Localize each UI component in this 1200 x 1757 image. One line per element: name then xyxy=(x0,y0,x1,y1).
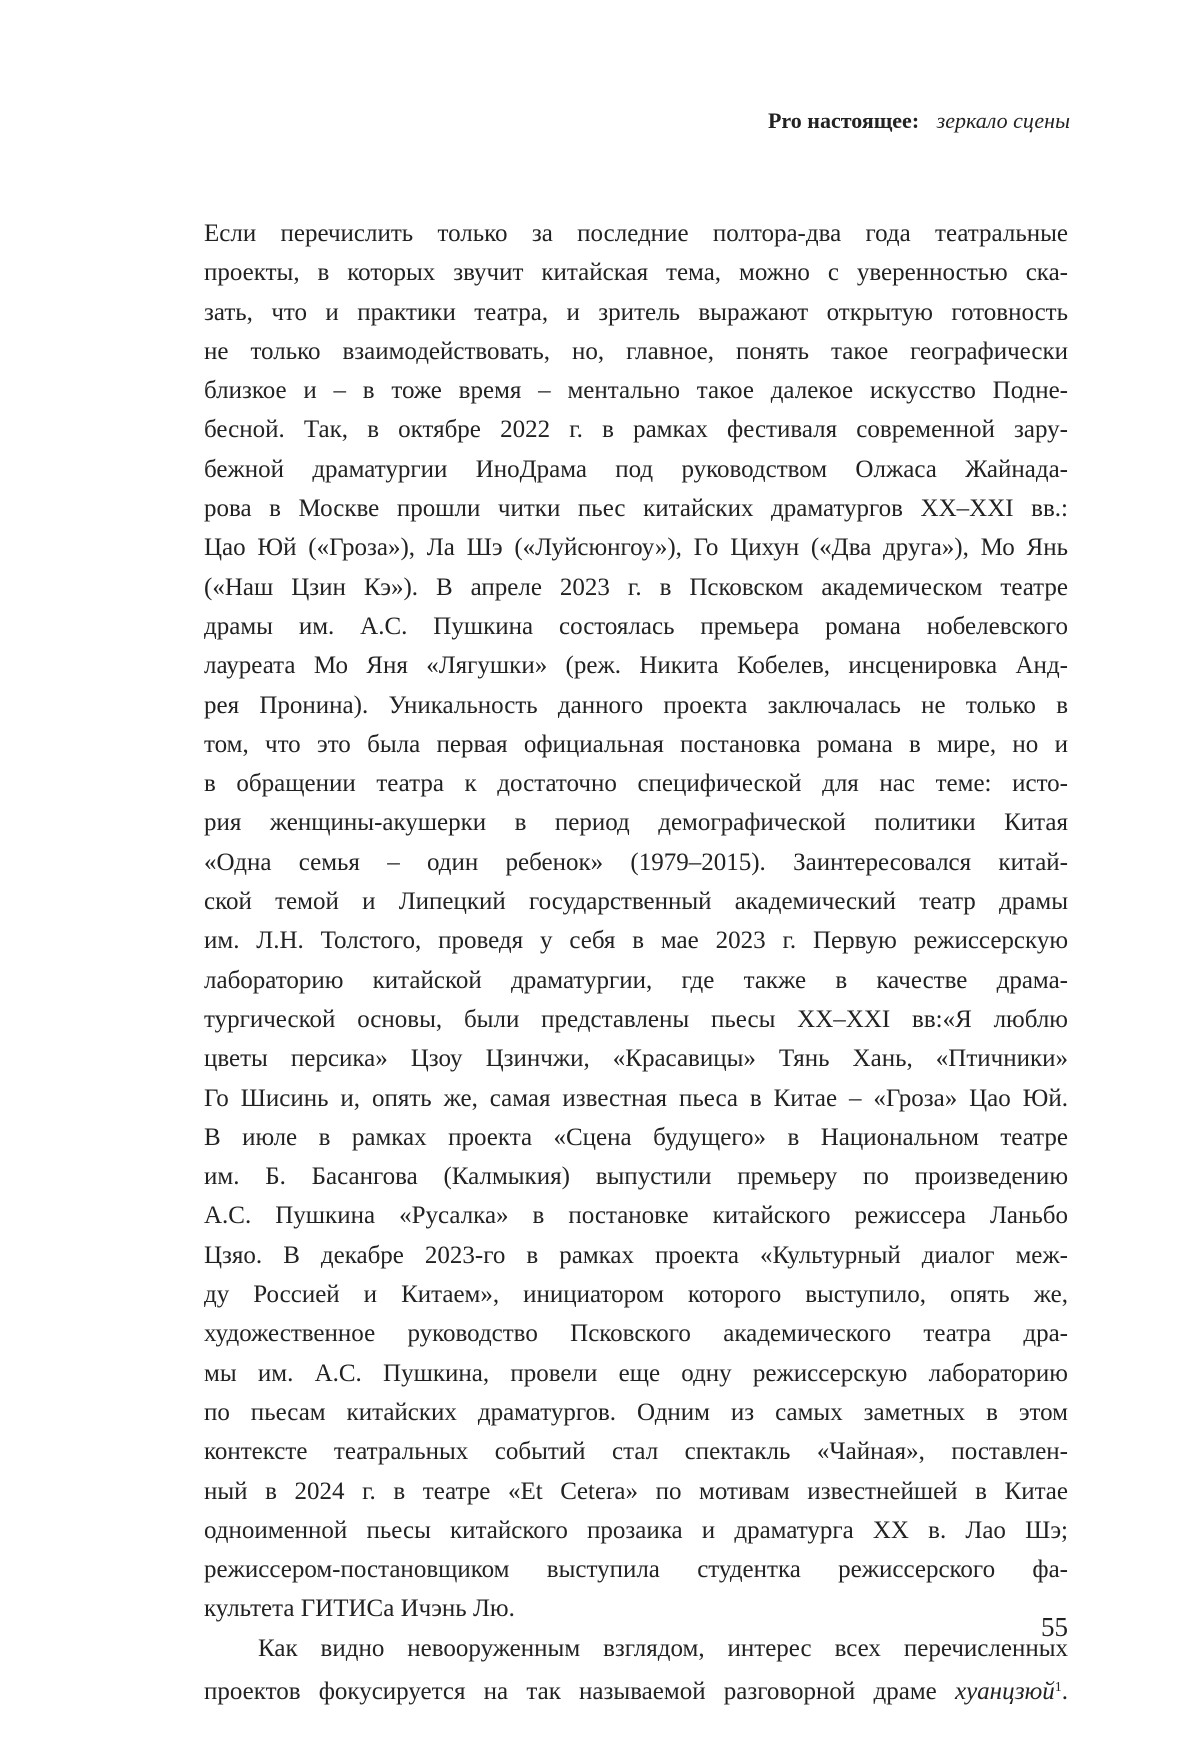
text-line: контексте театральных событий стал спектакль «Чайная», поставлен- xyxy=(204,1432,1068,1471)
text-line: ный в 2024 г. в театре «Et Cetera» по мотивам известнейшей в Китае xyxy=(204,1472,1068,1511)
text-line: Цзяо. В декабре 2023-го в рамках проекта «Культурный диалог меж- xyxy=(204,1236,1068,1275)
text-line xyxy=(204,1668,1068,1707)
text-line: («Наш Цзин Кэ»). В апреле 2023 г. в Псковском академическом театре xyxy=(204,568,1068,607)
text-line: режиссером-постановщиком выступила студентка режиссерского фа- xyxy=(204,1550,1068,1589)
text-line: одноименной пьесы китайского прозаика и драматурга XX в. Лао Шэ; xyxy=(204,1511,1068,1550)
footnote-marker[interactable]: 1 xyxy=(1055,1680,1062,1695)
running-header-title: Pro настоящее: xyxy=(768,108,919,133)
text-line: проекты, в которых звучит китайская тема, можно с уверенностью ска- xyxy=(204,253,1068,292)
text-line: рия женщины-акушерки в период демографической политики Китая xyxy=(204,803,1068,842)
text-line: том, что это была первая официальная постановка романа в мире, но и xyxy=(204,725,1068,764)
text-line: Если перечислить только за последние полтора-два года театральные xyxy=(204,214,1068,253)
text-line: по пьесам китайских драматургов. Одним из самых заметных в этом xyxy=(204,1393,1068,1432)
text-line: им. Л.Н. Толстого, проведя у себя в мае 2023 г. Первую режиссерскую xyxy=(204,921,1068,960)
italic-term: хуанцзюй xyxy=(955,1678,1055,1705)
text-line: ской темой и Липецкий государственный академический театр драмы xyxy=(204,882,1068,921)
text-line: А.С. Пушкина «Русалка» в постановке китайского режиссера Ланьбо xyxy=(204,1196,1068,1235)
text-line: зать, что и практики театра, и зритель выражают открытую готовность xyxy=(204,293,1068,332)
text-line: не только взаимодействовать, но, главное, понять такое географически xyxy=(204,332,1068,371)
text-line: бесной. Так, в октябре 2022 г. в рамках фестиваля современной зару- xyxy=(204,410,1068,449)
body-text xyxy=(204,214,1068,1668)
text-line: бежной драматургии ИноДрама под руководством Олжаса Жайнада- xyxy=(204,450,1068,489)
text-line: ду Россией и Китаем», инициатором которого выступило, опять же, xyxy=(204,1275,1068,1314)
text-line: мы им. А.С. Пушкина, провели еще одну режиссерскую лабораторию xyxy=(204,1354,1068,1393)
text-line: в обращении театра к достаточно специфической для нас теме: исто- xyxy=(204,764,1068,803)
text-line: им. Б. Басангова (Калмыкия) выпустили премьеру по произведению xyxy=(204,1157,1068,1196)
text-line: художественное руководство Псковского академического театра дра- xyxy=(204,1314,1068,1353)
text-line: «Одна семья – один ребенок» (1979–2015). Заинтересовался китай- xyxy=(204,843,1068,882)
page-number: 55 xyxy=(1041,1612,1068,1643)
text-line: лауреата Мо Яня «Лягушки» (реж. Никита Кобелев, инсценировка Анд- xyxy=(204,646,1068,685)
text-line: лабораторию китайской драматургии, где также в качестве драма- xyxy=(204,961,1068,1000)
final-line-text: проектов фокусируется на так называемой разговорной драме xyxy=(204,1678,937,1705)
text-line: Го Шисинь и, опять же, самая известная пьеса в Китае – «Гроза» Цао Юй. xyxy=(204,1079,1068,1118)
running-header-subtitle: зеркало сцены xyxy=(937,108,1070,133)
text-line: В июле в рамках проекта «Сцена будущего» в Национальном театре xyxy=(204,1118,1068,1157)
text-line: Цао Юй («Гроза»), Ла Шэ («Луйсюнгоу»), Го Цихун («Два друга»), Мо Янь xyxy=(204,528,1068,567)
text-line: рея Пронина). Уникальность данного проекта заключалась не только в xyxy=(204,686,1068,725)
text-line: рова в Москве прошли читки пьес китайских драматургов XX–XXI вв.: xyxy=(204,489,1068,528)
text-line: тургической основы, были представлены пьесы XX–XXI вв:«Я люблю xyxy=(204,1000,1068,1039)
running-header xyxy=(768,108,1070,134)
text-line: близкое и – в тоже время – ментально такое далекое искусство Подне- xyxy=(204,371,1068,410)
text-line: Как видно невооруженным взглядом, интерес всех перечисленных xyxy=(204,1629,1068,1668)
text-line: цветы персика» Цзоу Цзинчжи, «Красавицы» Тянь Хань, «Птичники» xyxy=(204,1039,1068,1078)
final-period: . xyxy=(1062,1678,1068,1705)
text-line: драмы им. А.С. Пушкина состоялась премьера романа нобелевского xyxy=(204,607,1068,646)
text-line: культета ГИТИСа Ичэнь Лю. xyxy=(204,1589,1068,1628)
